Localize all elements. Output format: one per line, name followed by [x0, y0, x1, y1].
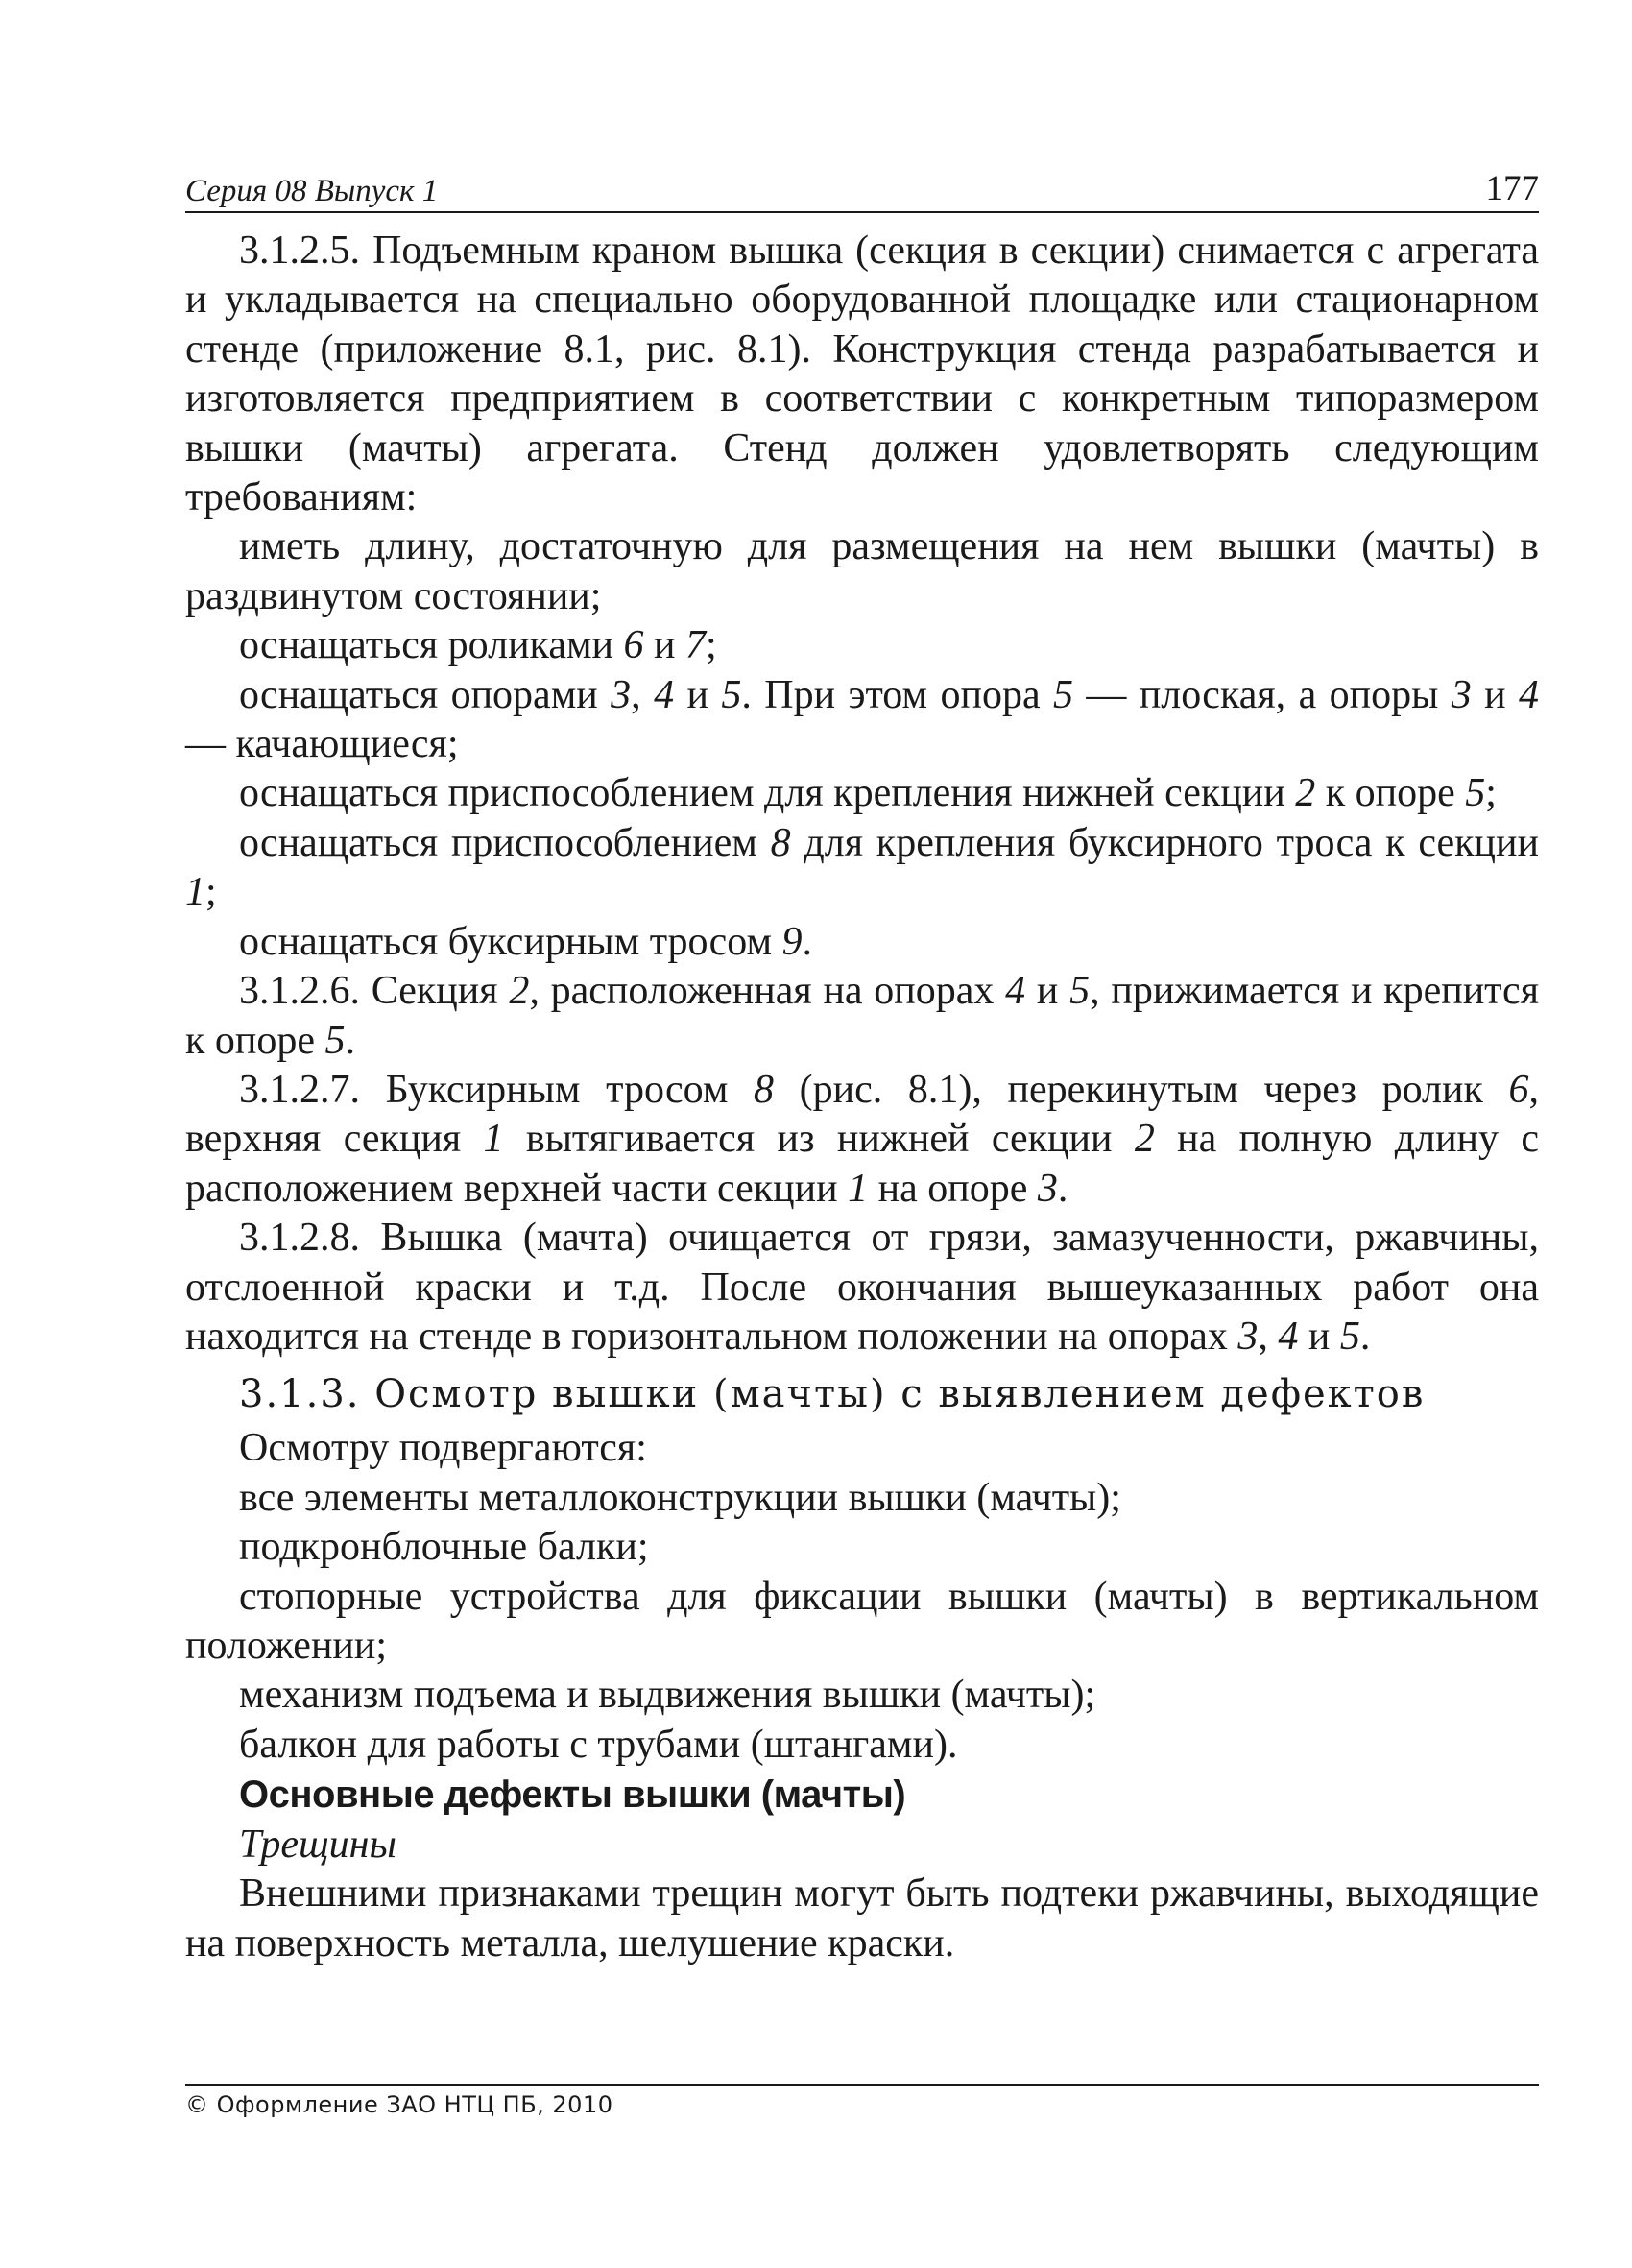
inspection-item: балкон для работы с трубами (штангами).: [239, 1722, 958, 1767]
inspection-item: механизм подъема и выдвижения вышки (мачты);: [239, 1673, 1096, 1718]
cracks-paragraph: Внешними признаками трещин могут быть подтеки ржавчины, выходящие на поверхность металла, шелушение краски.: [185, 1871, 1539, 1966]
page-body: [185, 227, 1539, 1968]
defects-heading: Основные дефекты вышки (мачты): [239, 1773, 906, 1817]
inspection-item: стопорные устройства для фиксации вышки (мачты) в вертикальном положении;: [185, 1574, 1539, 1668]
requirement-supports: оснащаться опорами 3, 4 и 5. При этом опора 5 — плоская, а опоры 3 и 4 — качающиеся;: [185, 672, 1540, 767]
paragraph-3-1-2-5: 3.1.2.5. Подъемным краном вышка (секция в секции) снимается с агрегата и укладывается на специально оборудованной площадке или стационарном стенде (приложение 8.1, рис. 8.1). Конструкция стенда разрабатывается и изготовляется предприятием в соответствии с конкретным типоразмером вышки (мачты) агрегата. Стенд должен удовлетворять следующим требованиям:: [185, 229, 1539, 520]
inspection-item: все элементы металлоконструкции вышки (мачты);: [239, 1475, 1121, 1520]
requirement-fixture-section: оснащаться приспособлением для крепления нижней секции 2 к опоре 5;: [239, 771, 1497, 816]
cracks-subheading: Трещины: [239, 1822, 396, 1868]
inspection-intro: Осмотру подвергаются:: [239, 1426, 647, 1471]
copyright-notice: © Оформление ЗАО НТЦ ПБ, 2010: [185, 2091, 613, 2118]
paragraph-3-1-2-8: 3.1.2.8. Вышка (мачта) очищается от грязи, замазученности, ржавчины, отслоенной краски и т.д. После окончания вышеуказанных работ она находится на стенде в горизонтальном положении на опорах 3, 4 и 5.: [185, 1216, 1539, 1359]
requirement-rollers: оснащаться роликами 6 и 7;: [239, 623, 717, 668]
header-rule: [185, 211, 1539, 213]
page-number: 177: [1485, 169, 1539, 208]
requirement-tow-cable: оснащаться буксирным тросом 9.: [239, 919, 813, 964]
series-label: Серия 08 Выпуск 1: [185, 174, 439, 208]
requirement-length: иметь длину, достаточную для размещения на нем вышки (мачты) в раздвинутом состоянии;: [185, 524, 1539, 618]
section-heading-3-1-3: 3.1.3. Осмотр вышки (мачты) с выявлением дефектов: [239, 1372, 1426, 1417]
page-header: [185, 165, 1539, 213]
requirement-fixture-cable: оснащаться приспособлением 8 для крепления буксирного троса к секции 1;: [185, 820, 1539, 915]
page-footer: [185, 2084, 1539, 2118]
inspection-item: подкронблочные балки;: [239, 1525, 649, 1570]
footer-rule: [185, 2084, 1539, 2086]
paragraph-3-1-2-7: 3.1.2.7. Буксирным тросом 8 (рис. 8.1), перекинутым через ролик 6, верхняя секция 1 вытягивается из нижней секции 2 на полную длину с расположением верхней части секции 1 на опоре 3.: [185, 1067, 1540, 1211]
paragraph-3-1-2-6: 3.1.2.6. Секция 2, расположенная на опорах 4 и 5, прижимается и крепится к опоре 5.: [185, 969, 1540, 1063]
